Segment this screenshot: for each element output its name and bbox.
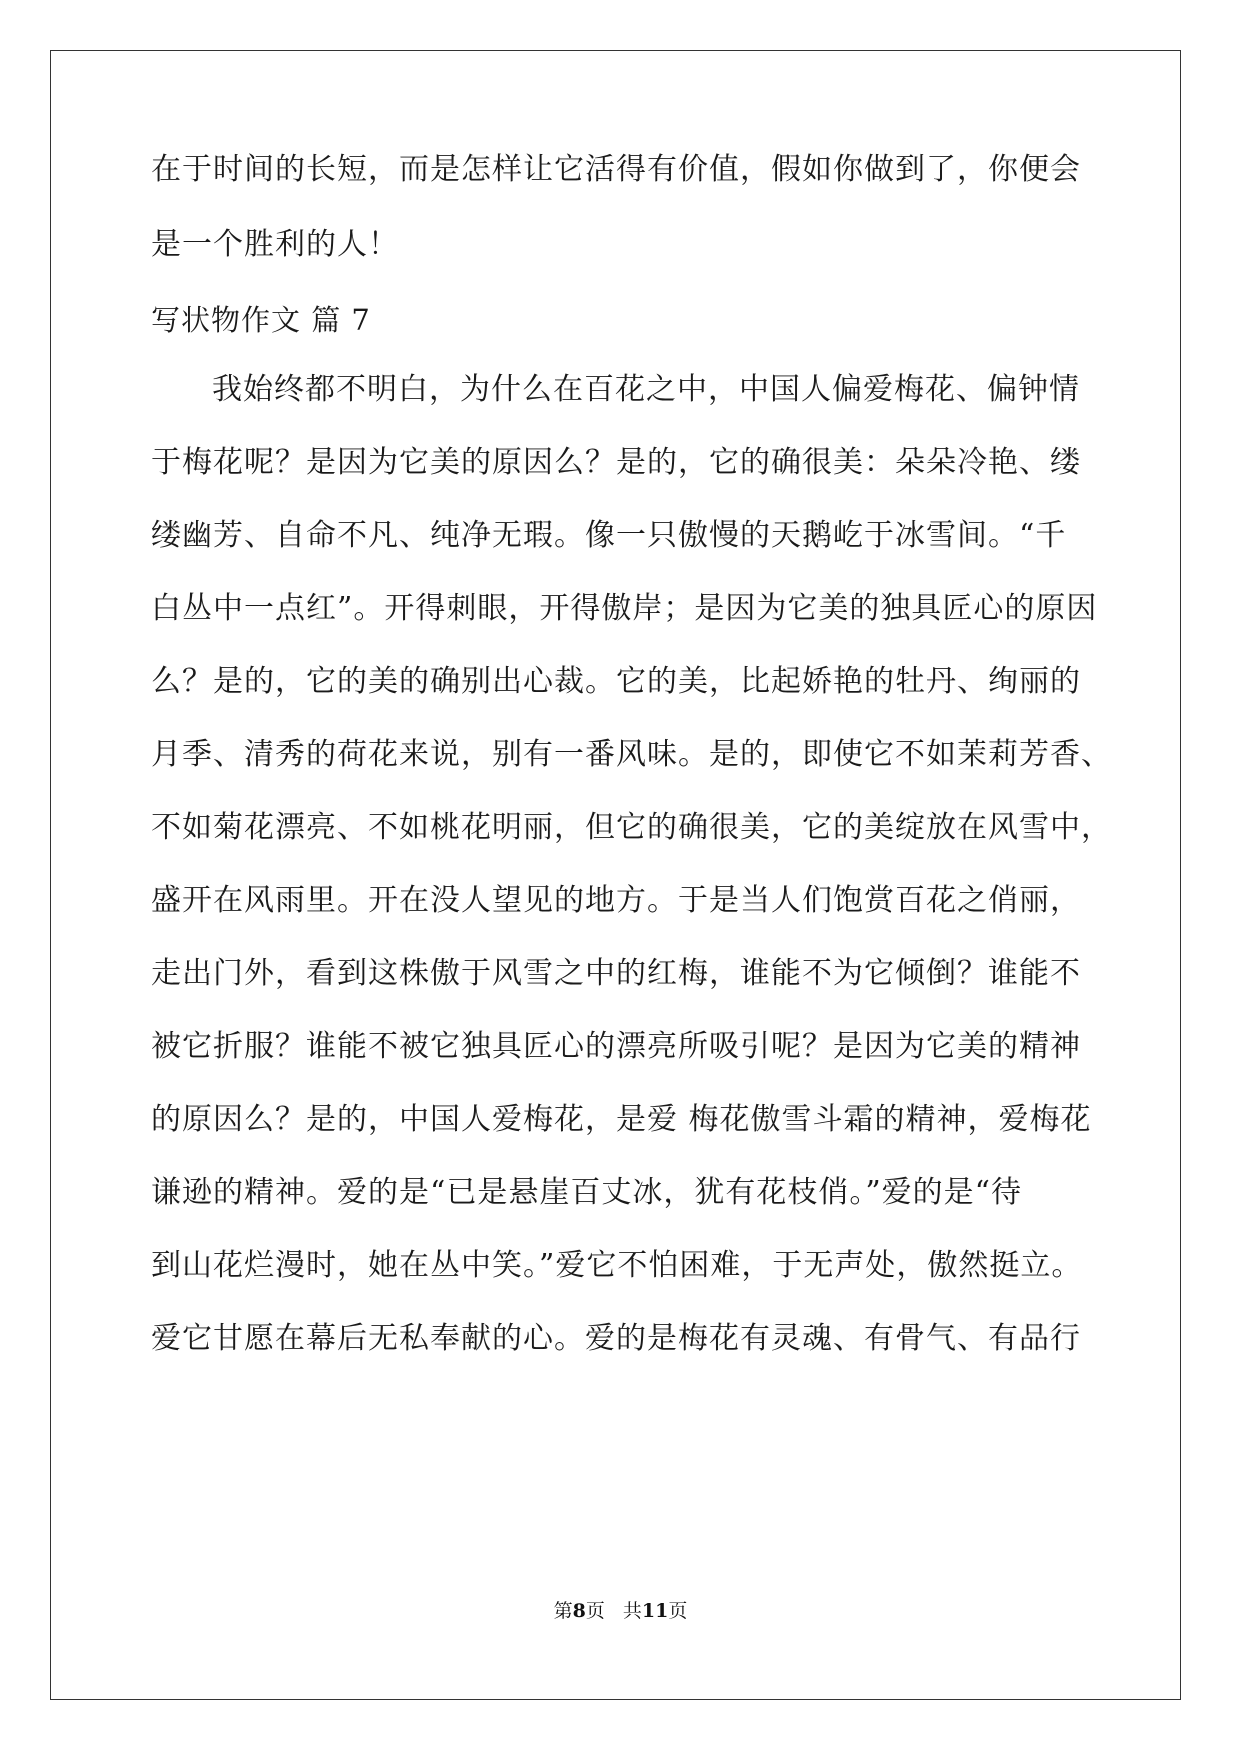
body-line-6: 缕幽芳、自命不凡、纯净无瑕。像一只傲慢的天鹅屹于冰雪间。“千 (151, 518, 1067, 553)
page-border (50, 50, 1181, 1700)
body-line-10: 不如菊花漂亮、不如桃花明丽，但它的确很美，它的美绽放在风雪中， (151, 810, 1112, 845)
body-line-17: 爱它甘愿在幕后无私奉献的心。爱的是梅花有灵魂、有骨气、有品行 (151, 1321, 1081, 1356)
body-line-12: 走出门外，看到这株傲于风雪之中的红梅，谁能不为它倾倒？谁能不 (151, 956, 1081, 991)
page-prefix: 第 (553, 1600, 573, 1622)
body-line-1: 在于时间的长短，而是怎样让它活得有价值，假如你做到了，你便会 (151, 152, 1081, 187)
total-suffix: 页 (668, 1600, 688, 1622)
body-line-11: 盛开在风雨里。开在没人望见的地方。于是当人们饱赏百花之俏丽， (151, 883, 1081, 918)
body-line-7: 白丛中一点红”。开得刺眼，开得傲岸；是因为它美的独具匠心的原因 (151, 591, 1098, 626)
body-line-9: 月季、清秀的荷花来说，别有一番风味。是的，即使它不如茉莉芳香、 (151, 737, 1112, 772)
body-line-15: 谦逊的精神。爱的是“已是悬崖百丈冰，犹有花枝俏。”爱的是“待 (151, 1175, 1023, 1210)
body-line-2: 是一个胜利的人！ (151, 227, 399, 262)
section-heading: 写状物作文 篇 7 (151, 303, 371, 337)
body-line-8: 么？是的，它的美的确别出心裁。它的美，比起娇艳的牡丹、绚丽的 (151, 664, 1081, 699)
body-line-13: 被它折服？谁能不被它独具匠心的漂亮所吸引呢？是因为它美的精神 (151, 1029, 1081, 1064)
body-line-16: 到山花烂漫时，她在丛中笑。”爱它不怕困难，于无声处，傲然挺立。 (151, 1248, 1083, 1283)
page-suffix: 页 (585, 1600, 605, 1622)
page-number: 8 (572, 1600, 586, 1622)
body-line-14: 的原因么？是的，中国人爱梅花，是爱 梅花傲雪斗霜的精神，爱梅花 (151, 1102, 1092, 1137)
total-prefix: 共 (622, 1600, 642, 1622)
page-footer (0, 1599, 1241, 1623)
body-line-5: 于梅花呢？是因为它美的原因么？是的，它的确很美：朵朵冷艳、缕 (151, 445, 1081, 480)
total-pages: 11 (641, 1600, 669, 1622)
paragraph-first-line: 我始终都不明白，为什么在百花之中，中国人偏爱梅花、偏钟情 (212, 372, 1080, 407)
